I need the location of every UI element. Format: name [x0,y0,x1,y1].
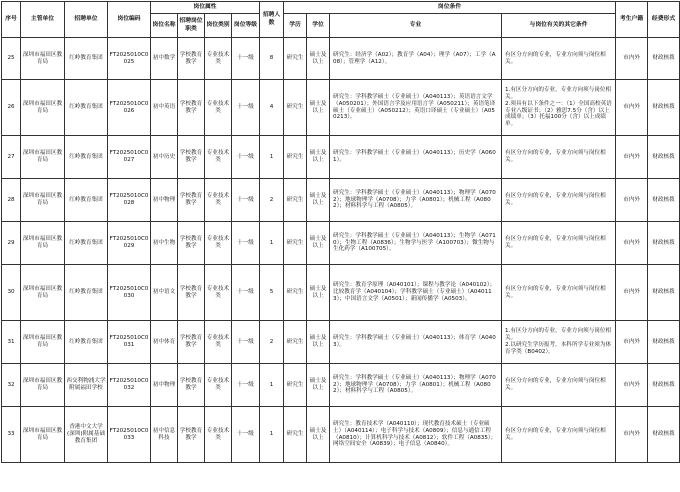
cell-funding: 财政核拨 [648,407,680,463]
cell-degree: 硕士及以上 [307,407,330,463]
cell-pos-cat: 专业技术类 [205,364,232,407]
cell-funding: 财政核拨 [648,179,680,222]
cell-dept: 深圳市福田区教育局 [21,407,65,463]
cell-pos-name: 初中英语 [151,80,178,136]
cell-seq: 29 [2,222,21,265]
header-pos-cat: 岗位类别 [205,14,232,38]
header-other: 与岗位有关的其它条件 [502,14,616,38]
header-dept: 主管单位 [21,2,65,38]
cell-dept: 深圳市福田区教育局 [21,179,65,222]
cell-pos-level: 十一级 [232,38,260,80]
cell-degree: 硕士及以上 [307,136,330,179]
cell-pos-level: 十一级 [232,265,260,321]
cell-code: FT2025010C0030 [108,265,151,321]
cell-count: 2 [260,321,284,364]
table-row [2,38,680,80]
table-row [2,179,680,222]
cell-unit: 红岭教育集团 [65,222,108,265]
cell-hukou: 市内外 [616,364,648,407]
cell-pos-cat: 专业技术类 [205,38,232,80]
cell-major: 研究生：学科教学硕士（专业硕士）（A040113）；英语语言文学（A050201）；外国语言学及应用语言学（A050211）；英语笔译硕士（专业硕士）（A050212）；英语口译硕士（专业硕士）（A050213）。 [330,80,502,136]
cell-degree: 硕士及以上 [307,364,330,407]
cell-other: 有区分方向的专业，专业方向须与岗位相关。 [502,222,616,265]
header-major: 专业 [330,14,502,38]
cell-edu: 研究生 [284,136,307,179]
cell-hukou: 市内外 [616,321,648,364]
cell-unit: 西交利物浦大学附属福田学校 [65,364,108,407]
cell-major: 研究生：学科教学硕士（专业硕士）（A040113）；物理学（A0702）；地球物理学（A0708）；力学（A0801）；机械工程（A0802）；材料科学与工程（A0805）。 [330,364,502,407]
cell-major: 研究生：教育技术学（A040110）；现代教育技术硕士（专业硕士）（A040114）；电子科学与技术（A0809）；信息与通信工程（A0810）；计算机科学与技术（A0812）；软件工程（A0835）；网络空间安全（A0839）；电子信息（A0840）。 [330,407,502,463]
cell-hukou: 市内外 [616,407,648,463]
cell-unit: 红岭教育集团 [65,80,108,136]
table-row [2,407,680,463]
cell-other: 1.有区分方向的专业，专业方向须与岗位相关。 2.须具有以下条件之一：（1）全国高校英语专业八级证书；（2）雅思7.5分（含）以上成绩单；（3）托福100分（含）以上成绩单。 [502,80,616,136]
cell-major: 研究生：学科教学硕士（专业硕士）（A040113）；历史学（A0601）。 [330,136,502,179]
cell-major: 研究生：学科教学硕士（专业硕士）（A040113）；生物学（A0710）；生物工程（A0836）；生物学与医学（A100703）；微生物与生化药学（A100705）。 [330,222,502,265]
cell-dept: 深圳市福田区教育局 [21,364,65,407]
cell-pos-level: 十一级 [232,321,260,364]
cell-count: 2 [260,179,284,222]
cell-other: 有区分方向的专业，专业方向须与岗位相关。 [502,407,616,463]
header-unit: 招聘单位 [65,2,108,38]
cell-pos-type: 学校教育教学 [178,38,205,80]
cell-count: 1 [260,136,284,179]
header-attr-group: 岗位属性 [151,2,260,14]
cell-dept: 深圳市福田区教育局 [21,80,65,136]
cell-code: FT2025010C0029 [108,222,151,265]
cell-pos-type: 学校教育教学 [178,265,205,321]
cell-hukou: 市内外 [616,136,648,179]
cell-pos-level: 十一级 [232,222,260,265]
cell-seq: 33 [2,407,21,463]
cell-pos-cat: 专业技术类 [205,321,232,364]
cell-edu: 研究生 [284,80,307,136]
table-row [2,136,680,179]
header-cond-group: 岗位条件 [284,2,616,14]
cell-funding: 财政核拨 [648,265,680,321]
cell-funding: 财政核拨 [648,80,680,136]
header-funding: 经费形式 [648,2,680,38]
cell-major: 研究生：学科教学硕士（专业硕士）（A040113）；物理学（A0702）；地球物理学（A0708）；力学（A0801）；机械工程（A0802）；材料科学与工程（A0805）。 [330,179,502,222]
cell-hukou: 市内外 [616,80,648,136]
cell-hukou: 市内外 [616,38,648,80]
header-row-top [2,2,680,14]
cell-hukou: 市内外 [616,222,648,265]
cell-pos-type: 学校教育教学 [178,179,205,222]
header-code: 岗位编码 [108,2,151,38]
cell-code: FT2025010C0033 [108,407,151,463]
cell-degree: 硕士及以上 [307,265,330,321]
header-hukou: 考生户籍 [616,2,648,38]
cell-pos-level: 十一级 [232,136,260,179]
cell-degree: 硕士及以上 [307,80,330,136]
cell-count: 1 [260,222,284,265]
header-count: 招聘人数 [260,2,284,38]
table-row [2,265,680,321]
cell-funding: 财政核拨 [648,136,680,179]
cell-count: 1 [260,407,284,463]
cell-seq: 27 [2,136,21,179]
cell-pos-name: 初中语文 [151,265,178,321]
cell-pos-cat: 专业技术类 [205,222,232,265]
header-degree: 学位 [307,14,330,38]
cell-pos-level: 十一级 [232,179,260,222]
cell-funding: 财政核拨 [648,321,680,364]
cell-funding: 财政核拨 [648,222,680,265]
cell-pos-type: 学校教育教学 [178,80,205,136]
table-body [2,38,680,463]
cell-dept: 深圳市福田区教育局 [21,321,65,364]
cell-code: FT2025010C0025 [108,38,151,80]
cell-unit: 红岭教育集团 [65,38,108,80]
cell-pos-type: 学校教育教学 [178,407,205,463]
cell-pos-name: 初中物理 [151,179,178,222]
cell-count: 4 [260,80,284,136]
cell-other: 有区分方向的专业，专业方向须与岗位相关。 [502,38,616,80]
cell-degree: 硕士及以上 [307,179,330,222]
cell-unit: 红岭教育集团 [65,265,108,321]
cell-major: 研究生：经济学（A02）；教育学（A04）；理学（A07）；工学（A08）；管理学（A12）。 [330,38,502,80]
cell-other: 有区分方向的专业，专业方向须与岗位相关。 [502,136,616,179]
cell-hukou: 市内外 [616,265,648,321]
cell-edu: 研究生 [284,407,307,463]
cell-unit: 红岭教育集团 [65,321,108,364]
cell-code: FT2025010C0026 [108,80,151,136]
cell-pos-cat: 专业技术类 [205,136,232,179]
cell-pos-level: 十一级 [232,80,260,136]
cell-code: FT2025010C0031 [108,321,151,364]
header-pos-name: 岗位名称 [151,14,178,38]
cell-major: 研究生：教育学原理（A040101）；课程与教学论（A040102）；比较教育学（A040104）；学科教学硕士（专业硕士）（A040113）；中国语言文学（A0501）；新闻传播学（A0503）。 [330,265,502,321]
cell-pos-name: 初中历史 [151,136,178,179]
cell-edu: 研究生 [284,179,307,222]
cell-edu: 研究生 [284,321,307,364]
cell-pos-level: 十一级 [232,364,260,407]
cell-pos-cat: 专业技术类 [205,80,232,136]
header-pos-type: 招聘岗位职类 [178,14,205,38]
cell-count: 8 [260,38,284,80]
recruitment-table [1,1,680,463]
cell-count: 1 [260,364,284,407]
cell-major: 研究生：学科教学硕士（专业硕士）（A040113）；体育学（A0403）。 [330,321,502,364]
cell-edu: 研究生 [284,265,307,321]
table-row [2,321,680,364]
table-row [2,80,680,136]
cell-unit: 香港中文大学(深圳)附属基础教育集团 [65,407,108,463]
cell-degree: 硕士及以上 [307,222,330,265]
cell-unit: 红岭教育集团 [65,179,108,222]
cell-pos-name: 初中数学 [151,38,178,80]
cell-other: 有区分方向的专业，专业方向须与岗位相关。 [502,265,616,321]
cell-count: 5 [260,265,284,321]
cell-pos-name: 初中生物 [151,222,178,265]
cell-pos-name: 初中体育 [151,321,178,364]
table-row [2,364,680,407]
cell-dept: 深圳市福田区教育局 [21,38,65,80]
header-seq: 序号 [2,2,21,38]
cell-dept: 深圳市福田区教育局 [21,265,65,321]
cell-other: 1.有区分方向的专业，专业方向须与岗位相关。 2.以研究生学历报考，本科所学专业须为体育学类（B0402）。 [502,321,616,364]
cell-funding: 财政核拨 [648,364,680,407]
cell-pos-cat: 专业技术类 [205,179,232,222]
cell-funding: 财政核拨 [648,38,680,80]
cell-pos-cat: 专业技术类 [205,265,232,321]
cell-pos-name: 初中信息科技 [151,407,178,463]
cell-pos-level: 十一级 [232,407,260,463]
cell-seq: 31 [2,321,21,364]
cell-code: FT2025010C0027 [108,136,151,179]
cell-degree: 硕士及以上 [307,321,330,364]
cell-pos-type: 学校教育教学 [178,222,205,265]
header-pos-level: 岗位等级 [232,14,260,38]
cell-other: 有区分方向的专业，专业方向须与岗位相关。 [502,179,616,222]
cell-seq: 28 [2,179,21,222]
cell-seq: 26 [2,80,21,136]
header-edu: 学历 [284,14,307,38]
cell-pos-type: 学校教育教学 [178,136,205,179]
table-row [2,222,680,265]
cell-seq: 32 [2,364,21,407]
cell-edu: 研究生 [284,222,307,265]
cell-pos-type: 学校教育教学 [178,364,205,407]
cell-dept: 深圳市福田区教育局 [21,136,65,179]
cell-code: FT2025010C0028 [108,179,151,222]
cell-hukou: 市内外 [616,179,648,222]
cell-pos-name: 初中物理 [151,364,178,407]
cell-degree: 硕士及以上 [307,38,330,80]
cell-code: FT2025010C0032 [108,364,151,407]
cell-seq: 25 [2,38,21,80]
cell-pos-type: 学校教育教学 [178,321,205,364]
cell-dept: 深圳市福田区教育局 [21,222,65,265]
cell-unit: 红岭教育集团 [65,136,108,179]
cell-edu: 研究生 [284,38,307,80]
cell-other: 有区分方向的专业，专业方向须与岗位相关。 [502,364,616,407]
cell-edu: 研究生 [284,364,307,407]
cell-pos-cat: 专业技术类 [205,407,232,463]
cell-seq: 30 [2,265,21,321]
